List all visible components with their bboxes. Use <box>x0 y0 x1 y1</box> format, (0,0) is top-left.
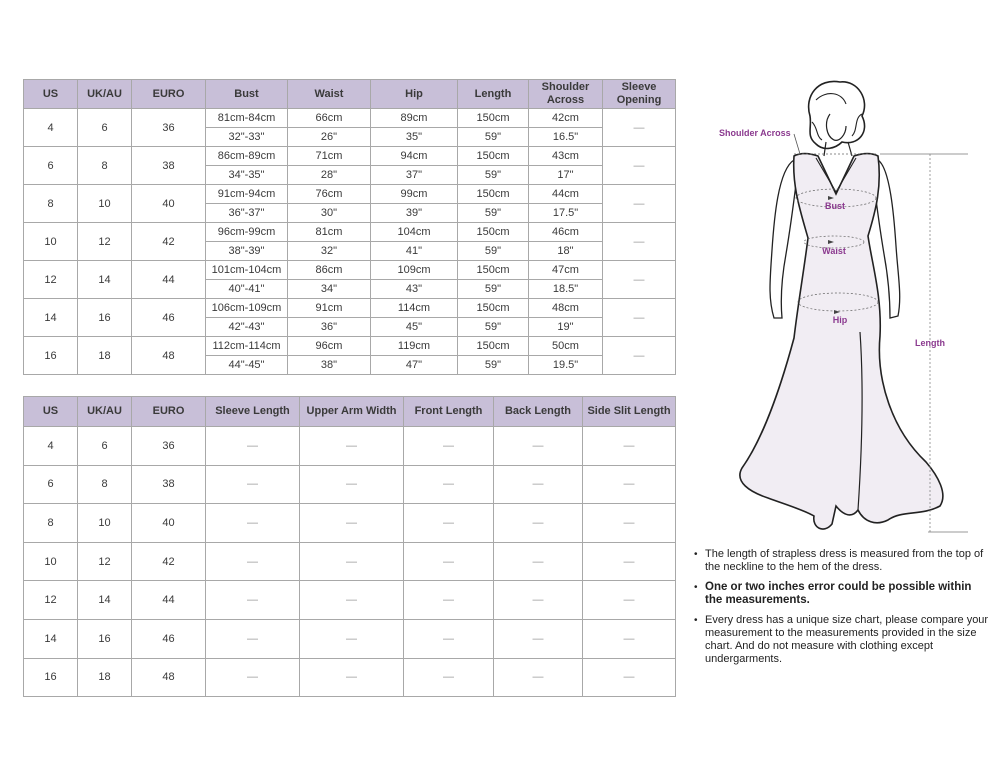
cell-hip-inch: 47" <box>371 356 458 375</box>
cell-hip-cm: 99cm <box>371 185 458 204</box>
cell-front-length: — <box>404 465 494 504</box>
cell-side-slit-length: — <box>583 427 676 466</box>
cell-shoulder-inch: 18.5" <box>529 280 603 299</box>
cell-hip-cm: 94cm <box>371 147 458 166</box>
cell-euro: 36 <box>132 427 206 466</box>
table-row <box>24 109 676 128</box>
waist-label: Waist <box>822 246 846 256</box>
cell-waist-inch: 38" <box>288 356 371 375</box>
col-header-bust: Bust <box>206 80 288 109</box>
cell-shoulder-cm: 46cm <box>529 223 603 242</box>
cell-us: 16 <box>24 658 78 697</box>
cell-bust-inch: 36"-37" <box>206 204 288 223</box>
cell-length-cm: 150cm <box>458 337 529 356</box>
cell-back-length: — <box>494 465 583 504</box>
cell-back-length: — <box>494 619 583 658</box>
table-row <box>24 504 676 543</box>
cell-us: 10 <box>24 223 78 261</box>
cell-upper-arm-width: — <box>300 465 404 504</box>
cell-side-slit-length: — <box>583 504 676 543</box>
cell-ukau: 16 <box>78 619 132 658</box>
table-row <box>24 619 676 658</box>
cell-back-length: — <box>494 542 583 581</box>
cell-us: 6 <box>24 147 78 185</box>
cell-sleeve-opening: — <box>603 299 676 337</box>
measurement-notes <box>694 548 990 673</box>
cell-euro: 42 <box>132 223 206 261</box>
cell-hip-cm: 119cm <box>371 337 458 356</box>
cell-waist-cm: 66cm <box>288 109 371 128</box>
cell-ukau: 14 <box>78 261 132 299</box>
cell-bust-inch: 44"-45" <box>206 356 288 375</box>
bullet-icon: • <box>694 615 698 626</box>
table-row <box>24 147 676 166</box>
col-header-waist: Waist <box>288 80 371 109</box>
cell-length-cm: 150cm <box>458 185 529 204</box>
cell-ukau: 12 <box>78 542 132 581</box>
cell-front-length: — <box>404 542 494 581</box>
cell-bust-inch: 42"-43" <box>206 318 288 337</box>
cell-upper-arm-width: — <box>300 542 404 581</box>
cell-sleeve-opening: — <box>603 261 676 299</box>
cell-waist-inch: 26" <box>288 128 371 147</box>
cell-euro: 48 <box>132 337 206 375</box>
bullet-icon: • <box>694 582 698 593</box>
cell-upper-arm-width: — <box>300 658 404 697</box>
cell-us: 14 <box>24 299 78 337</box>
cell-waist-inch: 32" <box>288 242 371 261</box>
cell-front-length: — <box>404 619 494 658</box>
table-header-row <box>24 397 676 427</box>
bullet-icon: • <box>694 549 698 560</box>
cell-hip-inch: 37" <box>371 166 458 185</box>
length-label: Length <box>915 338 945 348</box>
cell-length-cm: 150cm <box>458 299 529 318</box>
cell-us: 4 <box>24 109 78 147</box>
cell-length-inch: 59" <box>458 318 529 337</box>
col-header-ukau: UK/AU <box>78 397 132 427</box>
cell-euro: 48 <box>132 658 206 697</box>
cell-shoulder-inch: 17" <box>529 166 603 185</box>
cell-front-length: — <box>404 504 494 543</box>
cell-waist-cm: 81cm <box>288 223 371 242</box>
col-header-shoulder-across: Shoulder Across <box>529 80 603 109</box>
cell-euro: 38 <box>132 147 206 185</box>
cell-bust-inch: 40"-41" <box>206 280 288 299</box>
cell-hip-cm: 109cm <box>371 261 458 280</box>
cell-sleeve-opening: — <box>603 223 676 261</box>
cell-upper-arm-width: — <box>300 581 404 620</box>
cell-euro: 46 <box>132 619 206 658</box>
cell-ukau: 6 <box>78 109 132 147</box>
cell-waist-inch: 30" <box>288 204 371 223</box>
col-header-us: US <box>24 397 78 427</box>
cell-upper-arm-width: — <box>300 619 404 658</box>
cell-sleeve-length: — <box>206 581 300 620</box>
cell-us: 8 <box>24 185 78 223</box>
shoulder-leader-line <box>794 134 800 154</box>
col-header-side-slit-length: Side Slit Length <box>583 397 676 427</box>
cell-ukau: 10 <box>78 185 132 223</box>
cell-bust-inch: 32"-33" <box>206 128 288 147</box>
cell-hip-inch: 43" <box>371 280 458 299</box>
cell-front-length: — <box>404 581 494 620</box>
cell-sleeve-length: — <box>206 465 300 504</box>
dress-measurement-figure <box>712 70 982 540</box>
cell-us: 8 <box>24 504 78 543</box>
table-header-row <box>24 80 676 109</box>
cell-hip-inch: 35" <box>371 128 458 147</box>
cell-bust-cm: 101cm-104cm <box>206 261 288 280</box>
cell-sleeve-length: — <box>206 542 300 581</box>
cell-euro: 44 <box>132 581 206 620</box>
cell-euro: 44 <box>132 261 206 299</box>
cell-shoulder-cm: 48cm <box>529 299 603 318</box>
cell-length-inch: 59" <box>458 204 529 223</box>
cell-upper-arm-width: — <box>300 504 404 543</box>
table-row <box>24 465 676 504</box>
cell-side-slit-length: — <box>583 465 676 504</box>
table-row <box>24 581 676 620</box>
cell-sleeve-opening: — <box>603 337 676 375</box>
cell-front-length: — <box>404 427 494 466</box>
cell-hip-cm: 89cm <box>371 109 458 128</box>
cell-length-cm: 150cm <box>458 109 529 128</box>
cell-sleeve-length: — <box>206 427 300 466</box>
cell-length-cm: 150cm <box>458 147 529 166</box>
cell-length-cm: 150cm <box>458 261 529 280</box>
col-header-front-length: Front Length <box>404 397 494 427</box>
cell-length-inch: 59" <box>458 242 529 261</box>
cell-sleeve-length: — <box>206 619 300 658</box>
table-row <box>24 223 676 242</box>
cell-back-length: — <box>494 504 583 543</box>
cell-shoulder-cm: 50cm <box>529 337 603 356</box>
size-chart-table-secondary <box>23 396 676 697</box>
cell-us: 14 <box>24 619 78 658</box>
hip-label: Hip <box>832 315 848 325</box>
cell-ukau: 8 <box>78 147 132 185</box>
col-header-euro: EURO <box>132 80 206 109</box>
cell-back-length: — <box>494 658 583 697</box>
table-row <box>24 299 676 318</box>
table-row <box>24 542 676 581</box>
size-chart-table-main <box>23 79 676 375</box>
cell-side-slit-length: — <box>583 619 676 658</box>
cell-us: 10 <box>24 542 78 581</box>
cell-bust-inch: 34"-35" <box>206 166 288 185</box>
cell-shoulder-cm: 42cm <box>529 109 603 128</box>
left-arm-illustration <box>770 160 796 318</box>
col-header-us: US <box>24 80 78 109</box>
cell-euro: 42 <box>132 542 206 581</box>
cell-bust-cm: 96cm-99cm <box>206 223 288 242</box>
cell-euro: 40 <box>132 504 206 543</box>
cell-shoulder-inch: 19" <box>529 318 603 337</box>
table-row <box>24 185 676 204</box>
cell-side-slit-length: — <box>583 581 676 620</box>
cell-ukau: 10 <box>78 504 132 543</box>
cell-waist-cm: 96cm <box>288 337 371 356</box>
col-header-back-length: Back Length <box>494 397 583 427</box>
cell-length-inch: 59" <box>458 166 529 185</box>
table-row <box>24 337 676 356</box>
col-header-sleeve-length: Sleeve Length <box>206 397 300 427</box>
cell-back-length: — <box>494 427 583 466</box>
cell-ukau: 8 <box>78 465 132 504</box>
cell-shoulder-cm: 44cm <box>529 185 603 204</box>
cell-hip-inch: 45" <box>371 318 458 337</box>
cell-front-length: — <box>404 658 494 697</box>
cell-us: 6 <box>24 465 78 504</box>
cell-ukau: 18 <box>78 337 132 375</box>
cell-ukau: 12 <box>78 223 132 261</box>
cell-waist-cm: 71cm <box>288 147 371 166</box>
cell-hip-cm: 114cm <box>371 299 458 318</box>
cell-hip-cm: 104cm <box>371 223 458 242</box>
cell-sleeve-opening: — <box>603 109 676 147</box>
cell-ukau: 14 <box>78 581 132 620</box>
bust-label: Bust <box>825 201 845 211</box>
cell-waist-inch: 34" <box>288 280 371 299</box>
cell-euro: 46 <box>132 299 206 337</box>
table-row <box>24 261 676 280</box>
note-item: • Every dress has a unique size chart, please compare your measurement to the measurements provided in the size chart. And do not measure with clothing except undergarments. <box>694 614 989 665</box>
cell-waist-cm: 76cm <box>288 185 371 204</box>
cell-shoulder-inch: 18" <box>529 242 603 261</box>
col-header-upper-arm-width: Upper Arm Width <box>300 397 404 427</box>
table-row <box>24 658 676 697</box>
cell-hip-inch: 39" <box>371 204 458 223</box>
cell-upper-arm-width: — <box>300 427 404 466</box>
cell-sleeve-length: — <box>206 504 300 543</box>
note-item: • The length of strapless dress is measured from the top of the neckline to the hem of the dress. <box>694 548 984 573</box>
shoulder-across-label: Shoulder Across <box>719 128 791 138</box>
cell-waist-inch: 28" <box>288 166 371 185</box>
cell-length-inch: 59" <box>458 128 529 147</box>
cell-back-length: — <box>494 581 583 620</box>
cell-us: 16 <box>24 337 78 375</box>
cell-us: 12 <box>24 261 78 299</box>
cell-shoulder-inch: 17.5" <box>529 204 603 223</box>
col-header-sleeve-opening: Sleeve Opening <box>603 80 676 109</box>
cell-us: 12 <box>24 581 78 620</box>
cell-waist-inch: 36" <box>288 318 371 337</box>
cell-shoulder-cm: 47cm <box>529 261 603 280</box>
cell-bust-cm: 112cm-114cm <box>206 337 288 356</box>
col-header-length: Length <box>458 80 529 109</box>
cell-hip-inch: 41" <box>371 242 458 261</box>
cell-us: 4 <box>24 427 78 466</box>
cell-euro: 36 <box>132 109 206 147</box>
cell-waist-cm: 86cm <box>288 261 371 280</box>
cell-ukau: 16 <box>78 299 132 337</box>
cell-length-inch: 59" <box>458 280 529 299</box>
cell-bust-cm: 106cm-109cm <box>206 299 288 318</box>
note-item: • One or two inches error could be possible within the measurements. <box>694 581 972 606</box>
cell-sleeve-opening: — <box>603 147 676 185</box>
table-row <box>24 427 676 466</box>
cell-ukau: 6 <box>78 427 132 466</box>
col-header-hip: Hip <box>371 80 458 109</box>
col-header-ukau: UK/AU <box>78 80 132 109</box>
cell-bust-cm: 86cm-89cm <box>206 147 288 166</box>
cell-ukau: 18 <box>78 658 132 697</box>
cell-waist-cm: 91cm <box>288 299 371 318</box>
cell-shoulder-inch: 19.5" <box>529 356 603 375</box>
cell-bust-cm: 91cm-94cm <box>206 185 288 204</box>
cell-bust-cm: 81cm-84cm <box>206 109 288 128</box>
cell-sleeve-length: — <box>206 658 300 697</box>
cell-bust-inch: 38"-39" <box>206 242 288 261</box>
cell-sleeve-opening: — <box>603 185 676 223</box>
cell-shoulder-cm: 43cm <box>529 147 603 166</box>
col-header-euro: EURO <box>132 397 206 427</box>
cell-euro: 38 <box>132 465 206 504</box>
cell-euro: 40 <box>132 185 206 223</box>
cell-side-slit-length: — <box>583 658 676 697</box>
cell-length-cm: 150cm <box>458 223 529 242</box>
cell-length-inch: 59" <box>458 356 529 375</box>
cell-side-slit-length: — <box>583 542 676 581</box>
cell-shoulder-inch: 16.5" <box>529 128 603 147</box>
